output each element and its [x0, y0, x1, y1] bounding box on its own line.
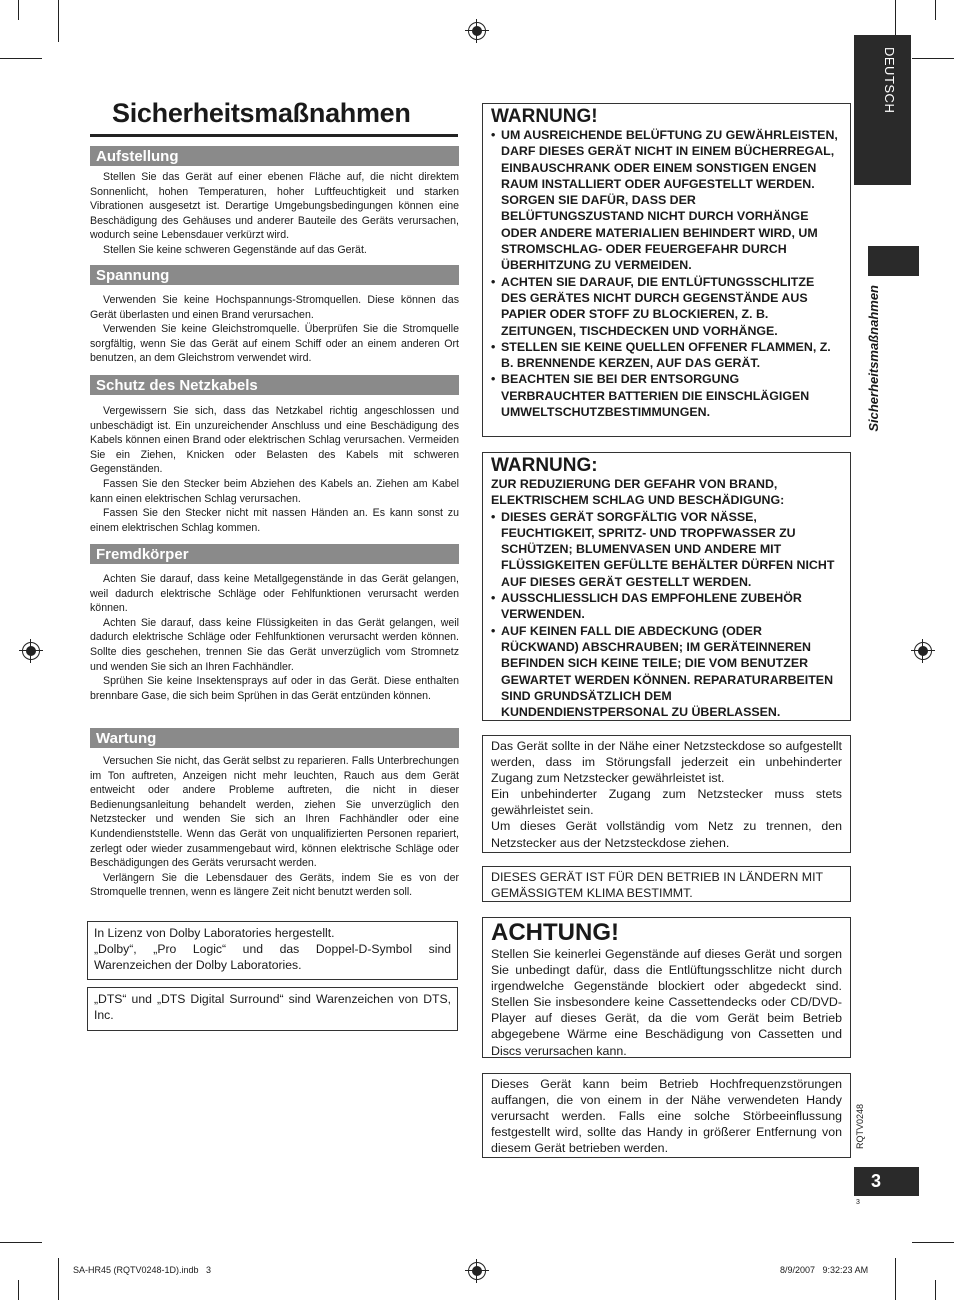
dts-trademark-box — [87, 987, 458, 1031]
caution-heading: ACHTUNG! — [491, 919, 619, 946]
section-heading-netzkabel: Schutz des Netzkabels — [90, 375, 459, 395]
registration-mark-icon — [22, 642, 40, 660]
paragraph: Vergewissern Sie sich, dass das Netzkabel richtig angeschlossen und unbeschädigt ist. Ein unzureichender Anschluss und eine Beschädigung des Kabels können einen Brand oder elektrischen Schlag verursachen. Vermeiden Sie ein Ziehen, Knicken oder Belasten des Kabels mit schweren Gegenständen. — [90, 405, 459, 476]
list-item: • DIESES GERÄT SORGFÄLTIG VOR NÄSSE, FEUCHTIGKEIT, SPRITZ- UND TROPFWASSER ZU SCHÜTZEN; BLUMENVASEN UND ANDERE MIT FLÜSSIGKEITEN GEFÜLLTE BEHÄLTER DÜRFEN NICHT AUF DIESES GERÄT GESTELLT WERDEN. — [491, 509, 842, 590]
warning-list — [491, 127, 842, 420]
paragraph: Verlängern Sie die Lebensdauer des Geräts, indem Sie es von der Stromquelle trennen, wenn es längere Zeit nicht benutzt werden soll. — [90, 871, 459, 899]
section-heading-spannung: Spannung — [90, 265, 459, 285]
dolby-line: „Dolby“, „Pro Logic“ und das Doppel-D-Symbol sind Warenzeichen der Dolby Laboratories. — [94, 942, 451, 972]
warning-box-fire — [482, 452, 851, 721]
hf-interference-box — [482, 1073, 851, 1158]
small-page-number: 3 — [856, 1199, 860, 1206]
caution-text: Stellen Sie keinerlei Gegenstände auf dieses Gerät und sorgen Sie unbedingt dafür, dass die Entlüftungsschlitze nicht durch irgendwelche Gegenstände blockiert oder abgedeckt sind. Stellen Sie insbesondere keine Cassettendecks oder CD/DVD-Player auf dieses Gerät, da die vom Gerät beim Betrieb abgegebene Wärme eine Beschädigung von Cassetten und Discs verursachen kann. — [491, 947, 842, 1058]
outlet-text: Das Gerät sollte in der Nähe einer Netzsteckdose so aufgestellt werden, dass im Störungsfall jederzeit ein unbehinderter Zugang zum Netzstecker gewährleistet ist. — [491, 739, 842, 786]
paragraph: Stellen Sie das Gerät auf einer ebenen Fläche auf, die nicht direktem Sonnenlicht, hohen Temperaturen, hoher Luftfeuchtigkeit und starken Vibrationen ausgesetzt ist. Derartige Umgebungsbedingungen können eine Beschädigung des Gehäuses und anderer Bauteile des Geräts verursachen, wodurch seine Lebensdauer verkürzt wird. — [90, 171, 459, 242]
list-item: • ACHTEN SIE DARAUF, DIE ENTLÜFTUNGSSCHLITZE DES GERÄTES NICHT DURCH GEGENSTÄNDE AUS PAPIER ODER STOFF ZU BLOCKIEREN, Z. B. ZEITUNGEN, TISCHDECKEN UND VORHÄNGE. — [491, 274, 842, 339]
paragraph: Fassen Sie den Stecker nicht mit nassen Händen an. Es kann sonst zu einem elektrischen Schlag kommen. — [90, 507, 459, 534]
registration-mark-icon — [914, 642, 932, 660]
section-body-spannung — [90, 293, 459, 366]
section-body-wartung — [90, 754, 459, 900]
warning-list — [491, 509, 842, 721]
paragraph: Versuchen Sie nicht, das Gerät selbst zu reparieren. Falls Unterbrechungen im Ton auftreten, Anzeigen nicht mehr leuchten, Rauch aus dem Gerät entweicht oder andere Probleme auftreten, die nicht in dieser Bedienungsanleitung behandelt werden, ziehen Sie unverzüglich den Netzstecker und wenden Sie sich an Ihren Fachhändler oder eine Kundendienststelle. Wenn das Gerät von unqualifizierten Personen repariert, zerlegt oder wieder zusammengebaut wird, können elektrische Schläge oder Beschädigungen des Geräts verursacht werden. — [90, 755, 459, 870]
paragraph: Verwenden Sie keine Gleichstromquelle. Überprüfen Sie die Stromquelle sorgfältig, wenn Sie das Gerät auf einem Schiff oder an einem anderen Ort benutzen, an dem Gleichstrom verwendet wird. — [90, 323, 459, 365]
climate-text: DIESES GERÄT IST FÜR DEN BETRIEB IN LÄNDERN MIT GEMÄSSIGTEM KLIMA BESTIMMT. — [491, 870, 823, 901]
language-label: DEUTSCH — [882, 47, 897, 114]
warning-heading: WARNUNG! — [491, 106, 598, 127]
section-body-netzkabel — [90, 404, 459, 535]
climate-notice-box — [482, 866, 851, 902]
paragraph: Sprühen Sie keine Insektensprays auf oder in das Gerät. Diese enthalten brennbare Gase, die sich beim Sprühen in das Gerät entzünden können. — [90, 675, 459, 702]
outlet-notice-box — [482, 735, 851, 853]
paragraph: Achten Sie darauf, dass keine Metallgegenstände in das Gerät gelangen, weil dadurch elektrische Schläge oder Fehlfunktionen verursacht werden können. — [90, 573, 459, 615]
warning-box-ventilation — [482, 103, 851, 437]
outlet-text: Ein unbehinderter Zugang zum Netzstecker muss stets gewährleistet sein. — [491, 787, 842, 818]
section-body-aufstellung — [90, 170, 459, 258]
list-item: • AUF KEINEN FALL DIE ABDECKUNG (ODER RÜCKWAND) ABSCHRAUBEN; IM GERÄTEINNEREN BEFINDEN SICH KEINE TEILE; DIE VOM BENUTZER GEWARTET WERDEN KÖNNEN. REPARATURARBEITEN SIND GRUNDSÄTZLICH DEM KUNDENDIENSTPERSONAL ZU ÜBERLASSEN. — [491, 623, 842, 721]
document-code: RQTV0248 — [855, 1104, 865, 1150]
paragraph: Fassen Sie den Stecker beim Abziehen des Kabels an. Ziehen am Kabel kann einen elektrischen Schlag verursachen. — [90, 477, 459, 505]
hf-text: Dieses Gerät kann beim Betrieb Hochfrequenzstörungen auffangen, die von einem in der Nähe verwendeten Handy verursacht werden. Falls eine solche Störbeeinflussung festgestellt wird, sollte das Handy in größerer Entfernung von diesem Gerät betrieben werden. — [491, 1077, 842, 1156]
language-tab — [854, 35, 911, 185]
page-title: Sicherheitsmaßnahmen — [112, 98, 411, 128]
paragraph: Stellen Sie keine schweren Gegenstände auf das Gerät. — [103, 243, 367, 256]
section-heading-aufstellung: Aufstellung — [90, 146, 459, 166]
paragraph: Achten Sie darauf, dass keine Flüssigkeiten in das Gerät gelangen, weil dadurch elektrische Schläge oder Fehlfunktionen verursacht werden können. Sollte dies geschehen, trennen Sie das Gerät unverzüglich vom Stromnetz und wenden Sie sich an Ihren Fachhändler. — [90, 616, 459, 673]
list-item: • STELLEN SIE KEINE QUELLEN OFFENER FLAMMEN, Z. B. BRENNENDE KERZEN, AUF DAS GERÄT. — [491, 339, 842, 372]
section-heading-wartung: Wartung — [90, 728, 459, 748]
list-item: • AUSSCHLIESSLICH DAS EMPFOHLENE ZUBEHÖR VERWENDEN. — [491, 590, 842, 623]
registration-mark-icon — [468, 22, 486, 40]
side-section-title: Sicherheitsmaßnahmen — [866, 285, 881, 432]
section-body-fremdkoerper — [90, 572, 459, 703]
section-tab-marker — [868, 246, 919, 276]
outlet-text: Um dieses Gerät vollständig vom Netz zu trennen, den Netzstecker aus der Netzsteckdose ziehen. — [491, 819, 842, 850]
warning-heading: WARNUNG: — [491, 455, 598, 476]
footer-file-info: SA-HR45 (RQTV0248-1D).indb 3 — [73, 1265, 212, 1275]
list-item: • UM AUSREICHENDE BELÜFTUNG ZU GEWÄHRLEISTEN, DARF DIESES GERÄT NICHT IN EINEM BÜCHERREGAL, EINBAUSCHRANK ODER EINEM SONSTIGEN ENGEN RAUM INSTALLIERT ODER AUFGESTELLT WERDEN. SORGEN SIE DAFÜR, DASS DER BELÜFTUNGSZUSTAND NICHT DURCH VORHÄNGE ODER ANDERE MATERIALIEN BEHINDERT WIRD, UM STROMSCHLAG- ODER FEUERGEFAHR DURCH ÜBERHITZUNG ZU VERMEIDEN. — [491, 127, 842, 274]
paragraph: Verwenden Sie keine Hochspannungs-Stromquellen. Diese können das Gerät überlasten und einen Brand verursachen. — [90, 294, 459, 321]
page-number: 3 — [854, 1167, 919, 1196]
section-heading-fremdkoerper: Fremdkörper — [90, 544, 459, 564]
dts-line: „DTS“ und „DTS Digital Surround“ sind Warenzeichen von DTS, Inc. — [94, 992, 451, 1022]
list-item: • BEACHTEN SIE BEI DER ENTSORGUNG VERBRAUCHTER BATTERIEN DIE EINSCHLÄGIGEN UMWELTSCHUTZBESTIMMUNGEN. — [491, 371, 842, 420]
registration-mark-icon — [468, 1262, 486, 1280]
warning-intro: ZUR REDUZIERUNG DER GEFAHR VON BRAND, ELEKTRISCHEM SCHLAG UND BESCHÄDIGUNG: — [491, 477, 785, 508]
caution-box — [482, 917, 851, 1058]
footer-timestamp: 8/9/2007 9:32:23 AM — [780, 1265, 869, 1275]
dolby-trademark-box — [87, 921, 458, 980]
dolby-line: In Lizenz von Dolby Laboratories hergestellt. — [94, 926, 335, 940]
title-rule — [90, 134, 458, 137]
